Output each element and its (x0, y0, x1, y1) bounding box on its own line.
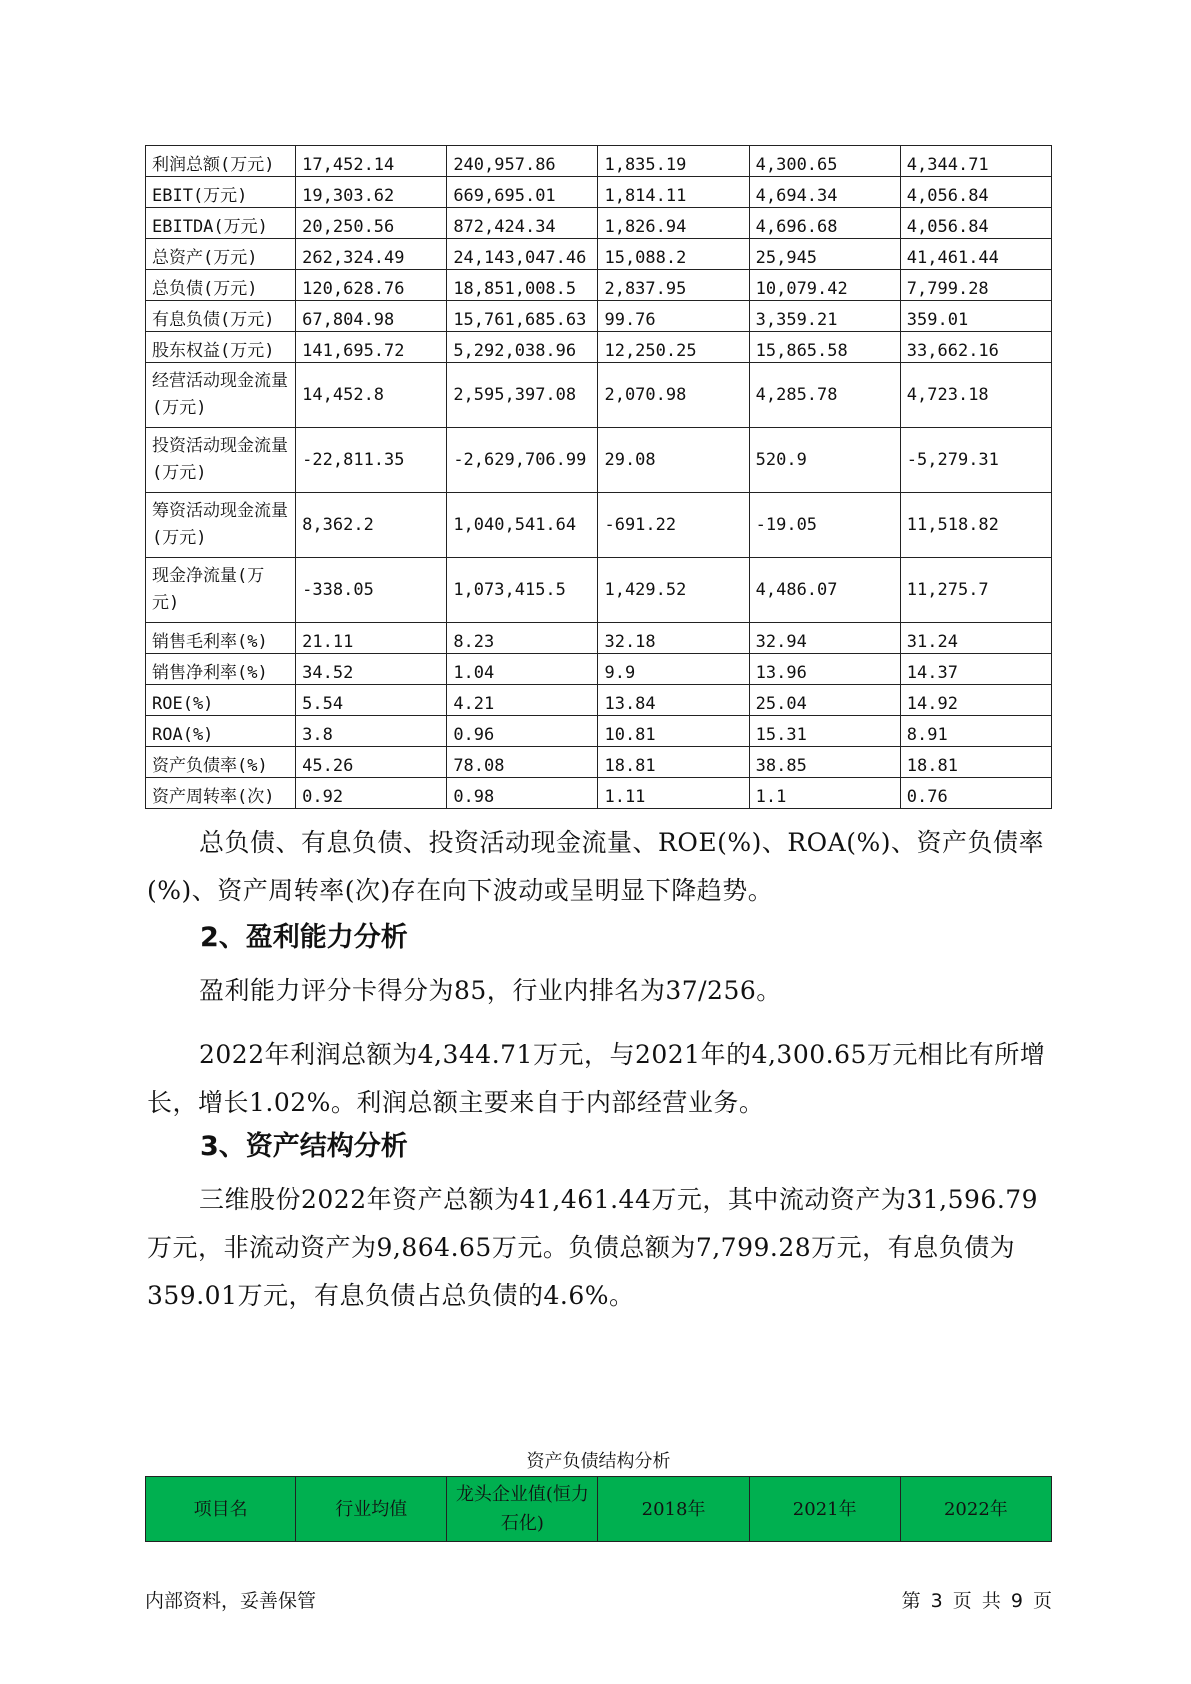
table-cell: -5,279.31 (900, 428, 1051, 493)
header-leader-value: 龙头企业值(恒力石化) (447, 1477, 598, 1542)
table-row (146, 270, 1052, 301)
table-cell: 10,079.42 (749, 270, 900, 301)
row-label: 股东权益(万元) (146, 332, 296, 363)
table-cell: -2,629,706.99 (447, 428, 598, 493)
row-label: 销售毛利率(%) (146, 623, 296, 654)
table-cell: 15,761,685.63 (447, 301, 598, 332)
table-cell: 18.81 (598, 747, 749, 778)
table-cell: 2,070.98 (598, 363, 749, 428)
table-cell: 3.8 (296, 716, 447, 747)
table-cell: 11,275.7 (900, 558, 1051, 623)
table-cell: 2,595,397.08 (447, 363, 598, 428)
table-row (146, 747, 1052, 778)
table-cell: 4,056.84 (900, 177, 1051, 208)
table-cell: 15,865.58 (749, 332, 900, 363)
summary-paragraph: 总负债、有息负债、投资活动现金流量、ROE(%)、ROA(%)、资产负债率(%)、资产周转率(次)存在向下波动或呈明显下降趋势。 (147, 828, 1044, 905)
row-label: 经营活动现金流量(万元) (146, 363, 296, 428)
table-cell: 14.92 (900, 685, 1051, 716)
table-cell: 1.11 (598, 778, 749, 809)
table-cell: 0.76 (900, 778, 1051, 809)
table-cell: 67,804.98 (296, 301, 447, 332)
table-cell: 5,292,038.96 (447, 332, 598, 363)
footer-page-number: 第 3 页 共 9 页 (901, 1590, 1052, 1612)
table-cell: 15,088.2 (598, 239, 749, 270)
table-cell: 8,362.2 (296, 493, 447, 558)
table-cell: -19.05 (749, 493, 900, 558)
table-cell: 14.37 (900, 654, 1051, 685)
section-2-paragraph-1: 盈利能力评分卡得分为85，行业内排名为37/256。 (199, 976, 782, 1005)
table-cell: 25,945 (749, 239, 900, 270)
table-cell: 2,837.95 (598, 270, 749, 301)
table-row (146, 654, 1052, 685)
table-row (146, 558, 1052, 623)
table-cell: 29.08 (598, 428, 749, 493)
table-cell: 32.18 (598, 623, 749, 654)
table-cell: 32.94 (749, 623, 900, 654)
table-cell: 12,250.25 (598, 332, 749, 363)
table-cell: 99.76 (598, 301, 749, 332)
table-cell: 38.85 (749, 747, 900, 778)
table-cell: 0.98 (447, 778, 598, 809)
table-cell: 669,695.01 (447, 177, 598, 208)
row-label: 筹资活动现金流量(万元) (146, 493, 296, 558)
table-cell: 0.92 (296, 778, 447, 809)
header-2018: 2018年 (598, 1477, 749, 1542)
table-cell: 18,851,008.5 (447, 270, 598, 301)
table-cell: 13.84 (598, 685, 749, 716)
table-cell: 19,303.62 (296, 177, 447, 208)
row-label: ROE(%) (146, 685, 296, 716)
table-cell: 1.1 (749, 778, 900, 809)
table-row (146, 428, 1052, 493)
table-cell: 4,300.65 (749, 146, 900, 177)
table-row (146, 301, 1052, 332)
table-cell: 25.04 (749, 685, 900, 716)
financial-table-body (146, 146, 1052, 809)
table-cell: 31.24 (900, 623, 1051, 654)
table-cell: 1,040,541.64 (447, 493, 598, 558)
table-cell: 4,696.68 (749, 208, 900, 239)
table-cell: 9.9 (598, 654, 749, 685)
row-label: 资产负债率(%) (146, 747, 296, 778)
table-cell: 120,628.76 (296, 270, 447, 301)
table-cell: 1.04 (447, 654, 598, 685)
table-cell: 4,056.84 (900, 208, 1051, 239)
table-cell: 10.81 (598, 716, 749, 747)
table-cell: 45.26 (296, 747, 447, 778)
row-label: 投资活动现金流量(万元) (146, 428, 296, 493)
row-label: ROA(%) (146, 716, 296, 747)
table-row (146, 778, 1052, 809)
table-cell: 872,424.34 (447, 208, 598, 239)
table-cell: 1,826.94 (598, 208, 749, 239)
table-cell: 33,662.16 (900, 332, 1051, 363)
header-item-name: 项目名 (146, 1477, 296, 1542)
row-label: 销售净利率(%) (146, 654, 296, 685)
table-cell: 141,695.72 (296, 332, 447, 363)
row-label: 资产周转率(次) (146, 778, 296, 809)
section-3-heading: 3、资产结构分析 (200, 1131, 408, 1162)
table-cell: 1,814.11 (598, 177, 749, 208)
table-cell: 21.11 (296, 623, 447, 654)
table-cell: 359.01 (900, 301, 1051, 332)
section-3-paragraph-1: 三维股份2022年资产总额为41,461.44万元，其中流动资产为31,596.79万元，非流动资产为9,864.65万元。负债总额为7,799.28万元，有息负债为359.01万元，有息负债占总负债的4.6%。 (147, 1185, 1039, 1310)
row-label: EBIT(万元) (146, 177, 296, 208)
section-2-heading: 2、盈利能力分析 (200, 922, 408, 953)
table-cell: 3,359.21 (749, 301, 900, 332)
asset-liability-structure-table (145, 1476, 1052, 1542)
table-row (146, 208, 1052, 239)
table-cell: 4,723.18 (900, 363, 1051, 428)
table-cell: 8.23 (447, 623, 598, 654)
row-label: 总资产(万元) (146, 239, 296, 270)
table-cell: 4,486.07 (749, 558, 900, 623)
row-label: 利润总额(万元) (146, 146, 296, 177)
table-cell: 17,452.14 (296, 146, 447, 177)
table-cell: 5.54 (296, 685, 447, 716)
structure-table-header-row (146, 1477, 1052, 1542)
table-row (146, 716, 1052, 747)
table-row (146, 685, 1052, 716)
table-cell: 240,957.86 (447, 146, 598, 177)
table-cell: 4,285.78 (749, 363, 900, 428)
table-cell: 24,143,047.46 (447, 239, 598, 270)
row-label: 总负债(万元) (146, 270, 296, 301)
table-cell: 11,518.82 (900, 493, 1051, 558)
row-label: EBITDA(万元) (146, 208, 296, 239)
table-row (146, 177, 1052, 208)
row-label: 有息负债(万元) (146, 301, 296, 332)
table-cell: 520.9 (749, 428, 900, 493)
section-2-paragraph-2: 2022年利润总额为4,344.71万元，与2021年的4,300.65万元相比有所增长，增长1.02%。利润总额主要来自于内部经营业务。 (147, 1040, 1046, 1117)
table-cell: 20,250.56 (296, 208, 447, 239)
table-row (146, 239, 1052, 270)
table-cell: -338.05 (296, 558, 447, 623)
table-cell: 8.91 (900, 716, 1051, 747)
table-row (146, 146, 1052, 177)
row-label: 现金净流量(万元) (146, 558, 296, 623)
table-cell: 1,429.52 (598, 558, 749, 623)
table-cell: 1,073,415.5 (447, 558, 598, 623)
header-2021: 2021年 (749, 1477, 900, 1542)
table-cell: -22,811.35 (296, 428, 447, 493)
table-cell: 14,452.8 (296, 363, 447, 428)
table-cell: 4,694.34 (749, 177, 900, 208)
header-2022: 2022年 (900, 1477, 1051, 1542)
table-cell: 13.96 (749, 654, 900, 685)
table-cell: 15.31 (749, 716, 900, 747)
table-row (146, 623, 1052, 654)
table-row (146, 363, 1052, 428)
table-cell: -691.22 (598, 493, 749, 558)
structure-table-caption: 资产负债结构分析 (526, 1451, 671, 1472)
table-cell: 41,461.44 (900, 239, 1051, 270)
table-cell: 7,799.28 (900, 270, 1051, 301)
header-industry-average: 行业均值 (296, 1477, 447, 1542)
footer-confidential-note: 内部资料，妥善保管 (145, 1590, 317, 1612)
table-cell: 34.52 (296, 654, 447, 685)
table-cell: 4.21 (447, 685, 598, 716)
table-cell: 262,324.49 (296, 239, 447, 270)
table-cell: 78.08 (447, 747, 598, 778)
table-cell: 18.81 (900, 747, 1051, 778)
table-cell: 1,835.19 (598, 146, 749, 177)
table-row (146, 493, 1052, 558)
financial-indicators-table (145, 145, 1052, 809)
table-cell: 0.96 (447, 716, 598, 747)
table-cell: 4,344.71 (900, 146, 1051, 177)
table-row (146, 332, 1052, 363)
